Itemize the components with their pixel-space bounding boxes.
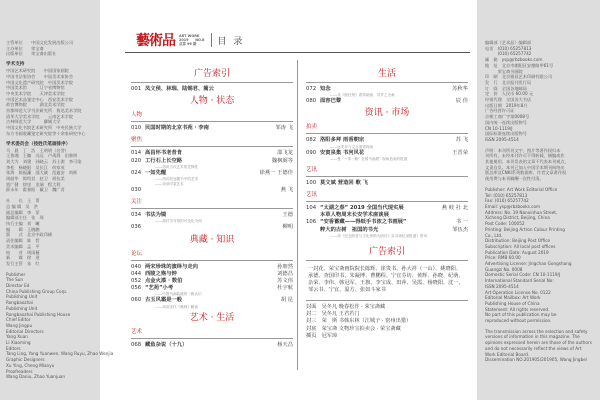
contact-line: 广告经营许可证 [485, 108, 515, 114]
entry-title: 高昌怀书老昔肯 [145, 150, 183, 157]
subsection-rule [131, 260, 293, 261]
page-number: 040 [131, 263, 142, 270]
staff-line: 主管单位 中国文化发展出版公司 [6, 40, 74, 45]
support-line: 东方书画收藏鉴定研究院等十余家研究中心 [6, 130, 86, 136]
editor-line: 社 长 王 菁 [6, 198, 40, 204]
page-number: 020 [131, 157, 142, 164]
english-info-line: Distribution: Beijing Post Office [485, 238, 551, 244]
entry-note: ——谈谈宋代《墨林》解读 [155, 304, 199, 309]
academic-support-list [6, 68, 96, 136]
contact-line: CN 10-1119/J [485, 125, 513, 131]
committee-line: 贾广健 徐里 龙瑞 程大利 [6, 181, 61, 187]
entry-author: 王晋荣 [452, 149, 468, 156]
page-number: 090 [306, 149, 317, 156]
entry-author: 苏文伟 [277, 278, 293, 285]
toc-entry[interactable] [131, 297, 293, 304]
toc-entry[interactable] [131, 271, 293, 278]
entry-title: 西陵之殇与钟 [145, 270, 177, 277]
english-info-line: Guangzi No. 0008 [485, 266, 523, 272]
page-number [306, 227, 320, 234]
logo-issue-info [179, 34, 205, 46]
subsection-focus: 聚焦 [131, 137, 143, 144]
english-info-line: Price: RMB 60.00 [485, 255, 521, 261]
support-line: 故宫博物院 湖北美术学院 [6, 102, 65, 108]
magazine-masthead [136, 30, 244, 50]
page-number: 010 [131, 125, 142, 132]
english-info-line: No part of this publication may be [485, 312, 557, 318]
left-sidebar-colophon [0, 0, 114, 400]
focus-entries [131, 150, 293, 182]
credit-line: 封面 吴冬凡 晚春松作 · 荣宝斋藏 [306, 303, 386, 310]
page-number: 024 [131, 169, 142, 176]
subsection-rule [131, 146, 293, 147]
page-number: 014 [131, 150, 142, 157]
entry-note: ——曼 “一带一路” 全国书画展” 现场拍卖的报道 [330, 156, 408, 161]
essay-entries [131, 264, 293, 310]
toc-entry[interactable] [306, 180, 468, 187]
toc-right-column [306, 66, 468, 341]
entry-title: 本草人物周末长安学术座谈展 [320, 212, 389, 219]
contact-line: 发 行 北京报刊发行局 [485, 79, 532, 85]
contact-line: 荣宝斋书画院 [485, 68, 523, 74]
support-line: 中国艺术研究院 中国国家画院 [6, 68, 69, 74]
contact-line: 京朝工商广字第0008号 [485, 114, 530, 120]
entry-author: 杨天昌 [277, 341, 293, 348]
entry-author: 王德 [282, 212, 293, 219]
english-line: China Publishing Group Corp. [6, 288, 68, 294]
news-entries [306, 180, 468, 187]
english-info-line: Printing: Beijing Artron Colour Printing [485, 226, 565, 232]
subsection-rule [131, 208, 293, 209]
section-rule [306, 300, 468, 301]
attention-entries [131, 212, 293, 224]
subsection-essay: 论坛 [131, 250, 143, 257]
toc-entry[interactable] [131, 342, 293, 349]
contact-line: 印 刷 北京雅昌艺术印刷有限公司 [485, 74, 553, 80]
english-info-line: Editorial Mailbox: Art Work [485, 295, 541, 301]
page-number: 106 [306, 219, 317, 226]
english-info-line: Art Operation License No. 0122 [485, 289, 551, 295]
right-sidebar-colophon [477, 0, 600, 400]
column-divider [297, 60, 298, 370]
support-line: 中国美术馆 辽宁省博物馆 [6, 85, 65, 91]
english-line: Yang Xuan [6, 334, 28, 340]
toc-entry[interactable] [306, 150, 468, 157]
section-people: 人物 · 状态 [189, 96, 235, 107]
ads-paragraph: 一封花、荣宝斋画院院长陈辉、崔贵书、孙大祥（一山）、姚晓阳、承德、查国印书、朱凝博、曹鹏程、宁宜芬坊、黄辉、孙晓、纪萌、杂荣、李伟、韩冠军、王旗、李宝成、田萍、吴霞、杨晓阳、沈一、邹云书、宁宜、温方、张如斗家书 [308, 265, 464, 294]
logo-en-title: ART WORK [179, 34, 200, 38]
support-line: 中国文化书院艺术研究所 中央民族大学 [6, 125, 82, 131]
english-info-line: Email: ysp@rbzbooks.com [485, 203, 541, 209]
toc-entry[interactable] [131, 187, 293, 194]
art-entries [131, 342, 293, 349]
contact-line: 定 价 人民币 60.00 元 [485, 91, 534, 97]
english-line: Xu Ying, Cheng Mianyu [6, 362, 55, 368]
statement-line: The transmission across the selection and safety [485, 328, 588, 334]
toc-entry[interactable] [306, 227, 468, 234]
editor-line: 编辑部主任 张 瑶 [6, 215, 44, 221]
page-number: 034 [131, 212, 142, 219]
staff-line: 主办单位 荣宝斋 [6, 45, 44, 51]
english-line: Editors [6, 345, 21, 351]
english-info-line: reproduced without permission. [485, 318, 552, 324]
english-info-line: Co., Ltd. [485, 232, 503, 238]
editor-line: 新 媒 徐 进 [6, 255, 40, 261]
english-statement [485, 329, 596, 363]
subsection-rule [131, 338, 293, 339]
english-line: Tang Ling, Yang Yuanwen, Wang Ruyu, Zhao Wenjia [6, 351, 114, 357]
english-staff-list [6, 271, 114, 380]
subsection-rule [131, 121, 293, 122]
english-info-line: Publishing House of China [485, 300, 540, 306]
english-info-line: Tel: (010) 65257813 [485, 192, 528, 198]
logo-en-year: 2019 NO.8 [179, 38, 205, 42]
editor-line: 总 编 辑 吴 洪 [6, 203, 38, 209]
entry-author: 苏秋华 [452, 86, 468, 92]
english-line: The Sun [6, 277, 24, 283]
toc-entry[interactable] [131, 125, 293, 132]
english-line: Rongbaozhai [6, 300, 33, 306]
entry-author: 刘德昌 [277, 270, 293, 277]
entry-title [145, 187, 278, 194]
contact-info-list [485, 40, 596, 143]
english-line: Publisher [6, 271, 26, 277]
support-line: 首都师范大学书法研究所 鲁迅美术学院 [6, 108, 82, 114]
subsection-art: 艺术 [131, 328, 143, 335]
english-line: Publishing Unit [6, 305, 38, 311]
entry-title: 民国时期的北京书苑 · 李南 [145, 125, 209, 132]
entry-note: ——中国书画装裱的一般认识 [155, 292, 202, 297]
staff-list [6, 40, 96, 57]
toc-entry[interactable] [306, 137, 468, 144]
editor-line: 执行主编 刘 曦 [6, 220, 40, 226]
page-number: 036 [131, 224, 142, 231]
entry-author: 柳明 [282, 224, 293, 231]
support-line: 中国书法家协会 中国美术家协会 [6, 73, 74, 79]
entry-title: “艺苑”小考 [145, 285, 174, 292]
contact-line: 订 阅 全国各地邮局 [485, 85, 527, 91]
toc-entry[interactable] [131, 170, 293, 177]
section-rule [306, 260, 468, 261]
contact-line: 地 址 北京市朝阳区安德路甲61号 [485, 62, 554, 68]
entry-title: 粹大的古树 祖国的书光 [320, 226, 379, 233]
entry-title: 点金火漆 · 数伯 [145, 278, 183, 285]
subsection-news: 艺讯 [306, 166, 318, 173]
committee-title: 学术委员会（按姓氏笔画排序） [6, 141, 71, 147]
english-info-line: Subscription: All local post offices [485, 243, 556, 249]
english-line: Editorial Directors [6, 328, 44, 334]
legal-statement [485, 148, 596, 182]
entry-author: 苏 飞 [455, 137, 468, 144]
english-line: Rongbaozhai Publishing House [6, 311, 71, 317]
entry-title: 安寅泉集 书河风花 [320, 149, 365, 156]
entry-author: 胡 昆 [280, 297, 293, 304]
cover-credits [306, 304, 468, 341]
page-number: 104 [306, 205, 317, 212]
english-info-line: Advertising License: Jingchao Gongshang [485, 261, 572, 267]
entry-title: 书法为镜 [145, 212, 167, 219]
contact-line: 国际标准连续出版物号 [485, 131, 527, 137]
english-line: Director Ed [6, 283, 30, 289]
entry-note: ——远见东与文言遗寄现场 [330, 144, 374, 149]
contact-line: 出版日期 2019年8月 [485, 102, 528, 108]
life-entries [306, 86, 468, 105]
entry-title: 工行石上长空路 [145, 157, 183, 164]
section-ads-index-2: 广告索引 [368, 246, 405, 257]
support-line: 清华大学美术学院 云南艺术学院 [6, 113, 74, 119]
entry-author: 孙朋然 [277, 263, 293, 270]
entry-note: ——再谈当代艺术的先锋性 [155, 164, 199, 169]
english-info-line: Fax: (010) 65257742 [485, 198, 529, 204]
entry-title: 洛阳多拜 雨香朝宗 [320, 137, 365, 144]
page-title: 目 录 [217, 36, 245, 47]
staff-line: 出版单位 荣宝斋出版社 [6, 51, 57, 57]
editor-line: 副总编辑 李 菲 [6, 209, 40, 215]
section-ads-index: 广告索引 [193, 69, 230, 79]
committee-line: 王鲁湘 王镛 冯远 卢禹舜 田黎明 [6, 153, 78, 159]
section-life: 生活 [377, 69, 396, 79]
english-info-line: Statement: All rights reserved. [485, 306, 550, 312]
english-line: Proofreaders [6, 368, 33, 374]
section-knowledge: 典藏 · 知识 [189, 234, 235, 245]
contact-line: 经销代理 全国各大书店 [485, 97, 532, 103]
entry-author: 邵飞龙 [277, 150, 293, 157]
subsection-rule [306, 201, 468, 202]
contact-line: ISSN 2095-4514 [485, 136, 519, 142]
page-number: 044 [131, 270, 142, 277]
entry-title: 知念 [320, 86, 331, 92]
support-line: 中央美术学院 天津美术学院 [6, 90, 65, 96]
toc-entry[interactable] [131, 150, 293, 157]
toc-entry[interactable] [131, 264, 293, 271]
credit-line: 插页 冠军璋 [306, 333, 338, 340]
entry-author: 徐燕一 王德佳 [259, 169, 293, 176]
entry-author: 魏枫阁等 [271, 157, 293, 164]
page-number: 100 [306, 179, 317, 186]
english-info-line: Address: No. 19 Nanxinhua Street, [485, 209, 558, 215]
english-info-line: Publication Date: August 2019 [485, 249, 549, 255]
support-line: 吉林师范大学 聊城大学 [6, 119, 61, 125]
entry-title: 面容巴黎 [320, 98, 342, 105]
entry-title: 藏鱼杂说（十九） [145, 341, 188, 348]
legal-line: 声明：本刊所刊文字、图片等著作权归本 [485, 147, 561, 153]
entry-note: ——从《欧杜刻》看传统画、苏并之全新 [330, 93, 395, 98]
contact-line: 电话 (010) 65257813 [485, 45, 532, 51]
english-info-line: Publisher: Art Work Editorial Office [485, 186, 558, 192]
toc-entry[interactable] [131, 86, 293, 93]
contact-line: (010) 65257742 [485, 51, 532, 57]
legal-line: 刊所有，未经本刊许可不得转载、摘编或作 [485, 153, 565, 159]
entry-author: 辰 佳 [455, 98, 468, 105]
committee-line: 李松 杨晓阳 吴长江 何家英 [6, 164, 65, 170]
page-number: 030 [131, 187, 142, 194]
english-line: Wang Daniu, Zhao Yuanjuan [6, 374, 65, 380]
editor-line: 编 辑 王晓鹏 [6, 226, 40, 232]
toc-entry[interactable] [131, 224, 293, 231]
english-info-list [485, 187, 596, 324]
toc-entry[interactable] [306, 98, 468, 105]
editor-line: 美术编辑 孟 平 [6, 243, 40, 249]
credit-line: 封二 吴冬凡 王君若门 [306, 311, 360, 318]
contact-line: 国内统一连续出版物号 [485, 119, 527, 125]
contact-line: 编辑部《艺术品》编辑部 [485, 40, 532, 45]
committee-line: 薛永年 霍春阳 戴卫 魏广君 [6, 187, 65, 193]
toc-entry[interactable] [306, 219, 468, 226]
english-info-line: International Standard Serial No: [485, 278, 554, 284]
entry-note: ——谈《纪念欣赏与文化形格大研讨》实习场纪录报道》资讯 [330, 233, 428, 238]
statement-line: Dissemination NO.201905/201905, Wang Jingbei [485, 357, 587, 363]
legal-line: 版总库及CNKI系列数据库，作者文章著作权 [485, 170, 567, 176]
legal-line: 其他使用。本刊发表的文章不代表本刊观点， [485, 159, 569, 165]
editor-line: 版 式 北京中政印刷 [6, 232, 53, 238]
english-line: Li Xiaoming [6, 340, 31, 346]
page-number: 082 [306, 137, 317, 144]
entry-note: ——再访故宫藏书中的艺术 [155, 177, 199, 182]
entry-author: 燕 飞 [280, 187, 293, 194]
support-line: 中国艺术品鉴定中心 西安美术学院 [6, 96, 74, 102]
english-info-line: Post Code: 100052 [485, 221, 525, 227]
statement-line: versions of information in this magazine. The [485, 334, 580, 340]
committee-line: 刘大为 刘建 孙晓云 苏士澍 李可染 [6, 158, 82, 164]
entry-title: 莫文斌 营造回 歌 飞 [320, 179, 368, 186]
subsection-people: 人物 [131, 112, 143, 119]
section-rule [131, 82, 293, 83]
committee-list [6, 148, 96, 194]
page-number: 072 [306, 86, 317, 92]
entry-author: 杜宇航 [277, 285, 293, 292]
support-line: 中国文化遗产研究院 中国美术学院 [6, 79, 74, 85]
credit-line: 封三 荣 斯 书韩东林（江城子 · 密州出猎） [306, 318, 412, 325]
people-entries [131, 125, 293, 132]
entry-title: “太湖之春” 2019 全国当代现实展 [320, 205, 404, 212]
toc-entry[interactable] [131, 158, 293, 165]
contact-line: 邮 箱 ysp@rbzbooks.com [485, 57, 543, 63]
statement-line: Work Editorial Board. [485, 351, 530, 357]
english-line: Wang Jingpu [6, 322, 33, 328]
section-art-life: 艺术 · 生活 [189, 312, 235, 323]
committee-line: 张海 陈振濂 邵大箴 范迪安 尚辉 [6, 170, 78, 176]
toc-left-column [131, 66, 293, 349]
entry-title: 古玉风霜是一般 [145, 297, 183, 304]
page-number: 056 [131, 285, 142, 292]
entry-title: 一如先醒 [145, 169, 167, 176]
subsection-rule [306, 176, 468, 177]
entry-author: 邹涛 飞 [275, 125, 293, 132]
page-number: 060 [131, 297, 142, 304]
header-rule [125, 52, 470, 53]
statement-line: opinions expressed herein are those of the authors [485, 340, 592, 346]
english-line: Chief Editor [6, 317, 31, 323]
academic-support-title: 学术支持 [6, 62, 25, 68]
english-info-line: Domestic Serial Code: CN 10-1119/J [485, 272, 561, 278]
page-number: 080 [306, 98, 317, 105]
subsection-exhibitions: 艺讯 [306, 192, 318, 199]
english-info-line: Xicheng District, Beijing, China [485, 215, 550, 221]
editor-line: 校 对 周雨薇 [6, 249, 40, 255]
section-market: 资讯 · 市场 [364, 108, 410, 119]
editor-line: 责任编辑 陈 哲 [6, 238, 40, 244]
magazine-logo: 藝術品 [136, 33, 175, 49]
page-number [306, 212, 320, 219]
legal-line: 文责自负。本刊已加入中国学术期刊网络出 [485, 164, 565, 170]
subsection-rule [306, 133, 468, 134]
credit-line: 封底 荣宝斋 文物珍宝拍卖会 · 荣宝斋藏 [306, 325, 401, 332]
page-number: 001 [131, 86, 142, 92]
section-rule [306, 82, 468, 83]
statement-line: and do not necessarily reflect the views of Art [485, 345, 582, 351]
committee-line: 马 晨 丁 浩 王明明（名誉） [6, 147, 69, 153]
header-divider [211, 33, 212, 47]
subsection-auction: 拍卖 [306, 124, 318, 131]
legal-line: 使用费与本刊稿酬一次性付清。 [485, 176, 544, 182]
editor-line: 发行主管 朱 红 [6, 260, 40, 266]
entry-note: ——探讨书写形的可变化为何 [155, 219, 202, 224]
entry-author: 邹伍杰 [452, 226, 468, 233]
entry-note: ——谈谈印鉴艺术 [155, 182, 184, 187]
english-line: Publishing Unit [6, 294, 38, 300]
auction-entries [306, 137, 468, 161]
page-number: 068 [131, 341, 142, 348]
committee-line: 周韶华 郎绍君 赵卫 胡抗美 [6, 176, 65, 182]
page-number: 052 [131, 278, 142, 285]
exhibition-entries [306, 205, 468, 234]
entry-title: 凤文侯、林瑞、陆锡君、蔺云 [145, 86, 214, 92]
entry-title: “安香蓄藏——得纸手书浓之书画展” [320, 219, 407, 226]
editors-list [6, 198, 96, 266]
english-line: Graphic Designers [6, 357, 45, 363]
entry-title: 两宋珍珠的演绎与走向 [145, 263, 198, 270]
entry-title [145, 224, 279, 231]
entry-author: 书 一 [455, 219, 468, 226]
subsection-attention: 关注 [131, 199, 143, 206]
logo-en-issue: 总第 96 期 [179, 42, 197, 46]
english-info-line: ISSN 2095-4514 [485, 283, 519, 289]
entry-author: 燕 岐 社 北 [441, 205, 468, 212]
